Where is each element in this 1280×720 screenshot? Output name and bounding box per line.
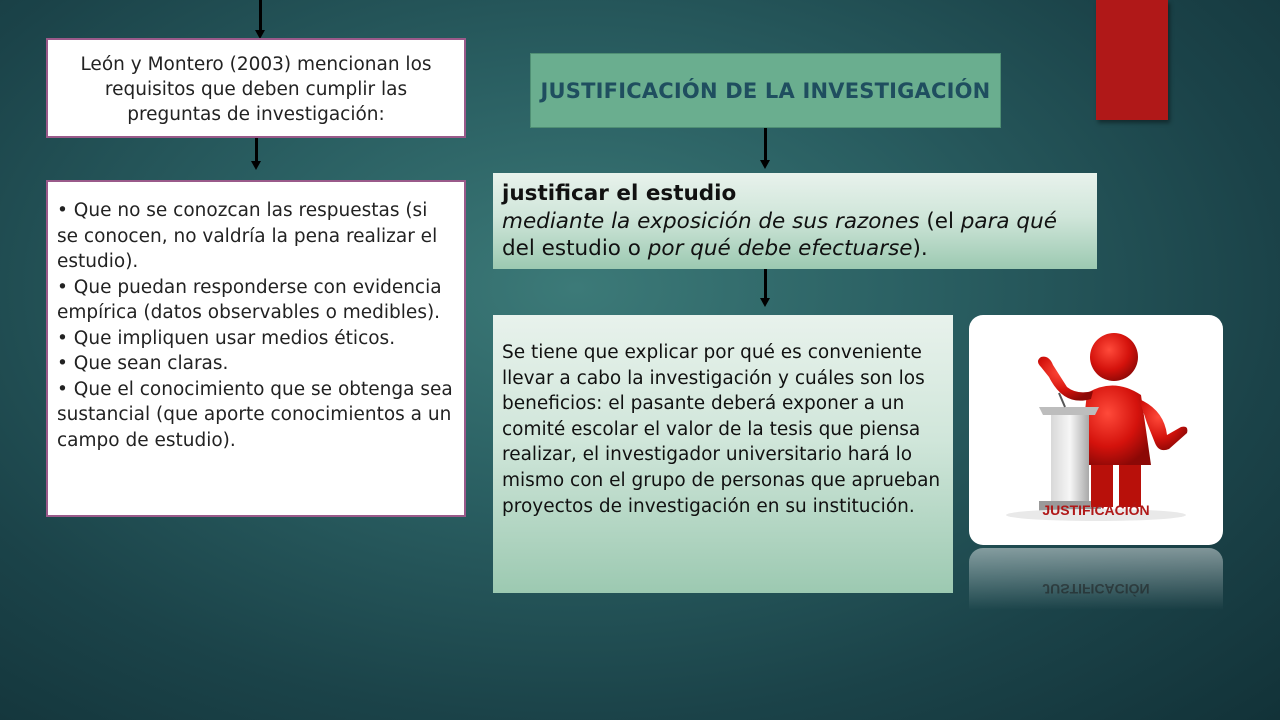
- explanation-text: Se tiene que explicar por qué es conveniente llevar a cabo la investigación y cuáles son los beneficios: el pasante deberá exponer a un comité escolar el valor de la tesis que piensa realizar, el investigador universitario hará lo mismo con el grupo de personas que aprueban proyectos de investigación en su institución.: [502, 342, 941, 517]
- reflection-caption-icon: [969, 548, 1223, 610]
- requirement-item: • Que sean claras.: [57, 353, 229, 374]
- image-caption: JUSTIFICACIÓN: [1042, 502, 1150, 518]
- definition-part: mediante la exposición de sus razones: [502, 208, 920, 234]
- arrow-center-bottom: [764, 269, 767, 299]
- image-reflection: [969, 548, 1223, 610]
- definition-heading: justificar el estudio: [502, 181, 737, 206]
- arrow-center-top: [764, 128, 767, 161]
- arrow-top-left: [259, 0, 262, 32]
- requirement-item: • Que impliquen usar medios éticos.: [57, 327, 396, 349]
- definition-body: [502, 208, 1088, 263]
- arrow-left-middle: [255, 138, 258, 162]
- red-accent-bar: [1096, 0, 1168, 120]
- section-title: [530, 53, 1001, 128]
- arrow-head-center-top: [760, 160, 770, 169]
- arrow-head-left-middle: [251, 161, 261, 170]
- reflection-caption: JUSTIFICACIÓN: [1042, 581, 1150, 597]
- requirements-box: [46, 180, 466, 517]
- requirement-item: • Que puedan responderse con evidencia empírica (datos observables o medibles).: [57, 276, 442, 323]
- justification-image: [969, 315, 1223, 545]
- definition-part: (el: [919, 208, 961, 234]
- definition-box: [493, 173, 1097, 269]
- requirement-item: • Que el conocimiento que se obtenga sea sustancial (que aporte conocimientos a un campo de estudio).: [57, 378, 453, 451]
- definition-part: para qué: [960, 208, 1057, 234]
- definition-part: ).: [912, 236, 928, 261]
- requirement-item: • Que no se conozcan las respuestas (si se conocen, no valdría la pena realizar el estudio).: [57, 200, 438, 272]
- definition-part: por qué debe efectuarse: [647, 236, 913, 261]
- intro-text: León y Montero (2003) mencionan los requisitos que deben cumplir las preguntas de investigación:: [80, 54, 432, 125]
- intro-box: [46, 38, 466, 138]
- definition-part: del estudio o: [502, 236, 648, 261]
- speaker-at-podium-icon: [969, 315, 1223, 545]
- section-title-text: JUSTIFICACIÓN DE LA INVESTIGACIÓN: [540, 78, 991, 103]
- arrow-head-center-bottom: [760, 298, 770, 307]
- explanation-box: [493, 315, 953, 593]
